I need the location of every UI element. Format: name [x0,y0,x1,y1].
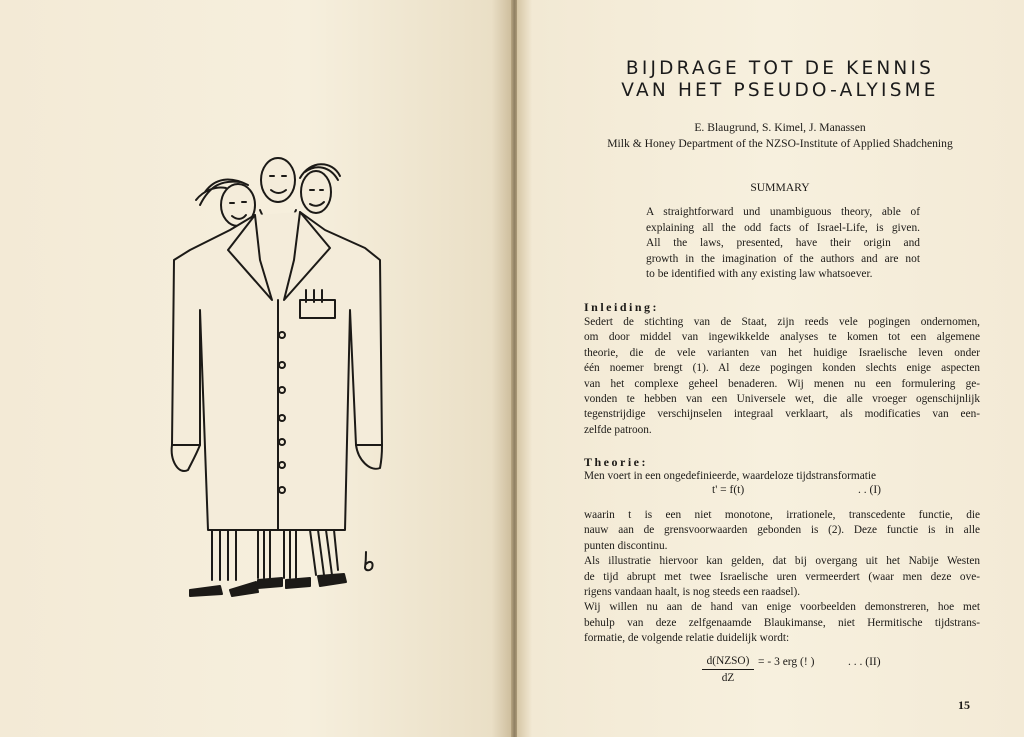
summary-line: explaining all the odd facts of Israel-Life, is given. [646,221,920,234]
summary-line: to be identified with any existing law whatsoever. [646,268,873,281]
fraction-numerator: d(NZSO) [702,654,754,670]
author-affiliation: Milk & Honey Department of the NZSO-Institute of Applied Shadchening [607,137,953,150]
text-line: theorie, die de vele varianten van het huidige Israelische leven onder [584,346,980,359]
title-line-2: VAN HET PSEUDO-ALYISME [621,80,939,101]
text-line: vonden te hebben van een Universele wet, die alle vroeger ogenschijnlijk [584,393,980,406]
text-line: rigens vandaan haalt, is nog steeds een raadsel). [584,586,801,599]
text-line: behulp van deze zelfgenaamde Blaukimanse, niet Hermitische tijdstrans- [584,616,980,629]
text-line: nauw aan de grensvoorwaarden gebonden is (2). Deze functie is in alle [584,524,980,537]
equation-1-label: . . (I) [858,484,881,496]
theorie-paragraph [584,508,980,647]
summary-line: All the laws, presented, have their origin and [646,237,920,250]
text-line: om door middel van ingewikkelde analyses te komen tot een algemene [584,331,980,344]
summary-line: growth in the imagination of the authors and are not [646,252,920,265]
equation-2-rhs: = - 3 erg (! ) [758,656,815,668]
summary-heading: SUMMARY [750,181,810,194]
text-line: Als illustratie hiervoor kan gelden, dat bij overgang uit het Nabije Westen [584,555,980,568]
author-block [560,120,1000,152]
text-line: de tijd abrupt met twee Israelische uren vermeerdert (waar men deze ove- [584,570,980,583]
equation-2-label: . . . (II) [848,656,881,668]
theorie-intro [584,469,980,484]
title-line-1: BIJDRAGE TOT DE KENNIS [625,58,935,79]
author-names: E. Blaugrund, S. Kimel, J. Manassen [694,121,866,134]
text-line: Sedert de stichting van de Staat, zijn reeds vele pogingen ondernomen, [584,316,980,328]
article-title [600,58,960,102]
text-line: Wij willen nu aan de hand van enige voorbeelden demonstreren, hoe met [584,601,980,614]
section-heading-theorie: Theorie: [584,455,648,469]
inleiding-paragraph [584,315,980,438]
three-scientists-in-one-coat-icon [160,150,390,605]
page-number: 15 [958,698,970,712]
equation-1-formula: t' = f(t) [712,484,745,496]
summary-line: A straightforward und unambiguous theory, able of [646,206,920,218]
summary-text [646,205,920,283]
text-line: zelfde patroon. [584,423,652,436]
text-line: formatie, de volgende relatie duidelijk wordt: [584,632,790,645]
text-line: Men voert in een ongedefinieerde, waardeloze tijdstransformatie [584,470,877,482]
text-line: van het complexe geheel benaderen. Wij menen nu een formulering ge- [584,377,980,390]
fraction-denominator: dZ [721,672,735,684]
section-heading-inleiding: Inleiding: [584,300,660,314]
equation-2-fraction [702,654,754,685]
text-line: waarin t is een niet monotone, irrationele, transcedente functie, die [584,509,980,521]
text-line: punten discontinu. [584,539,668,552]
text-line: één noemer brengt (1). Al deze pogingen konden slechts enige aspecten [584,362,980,375]
text-line: tegenstrijdige verschijnselen integraal verklaart, als modificaties van een- [584,408,980,421]
